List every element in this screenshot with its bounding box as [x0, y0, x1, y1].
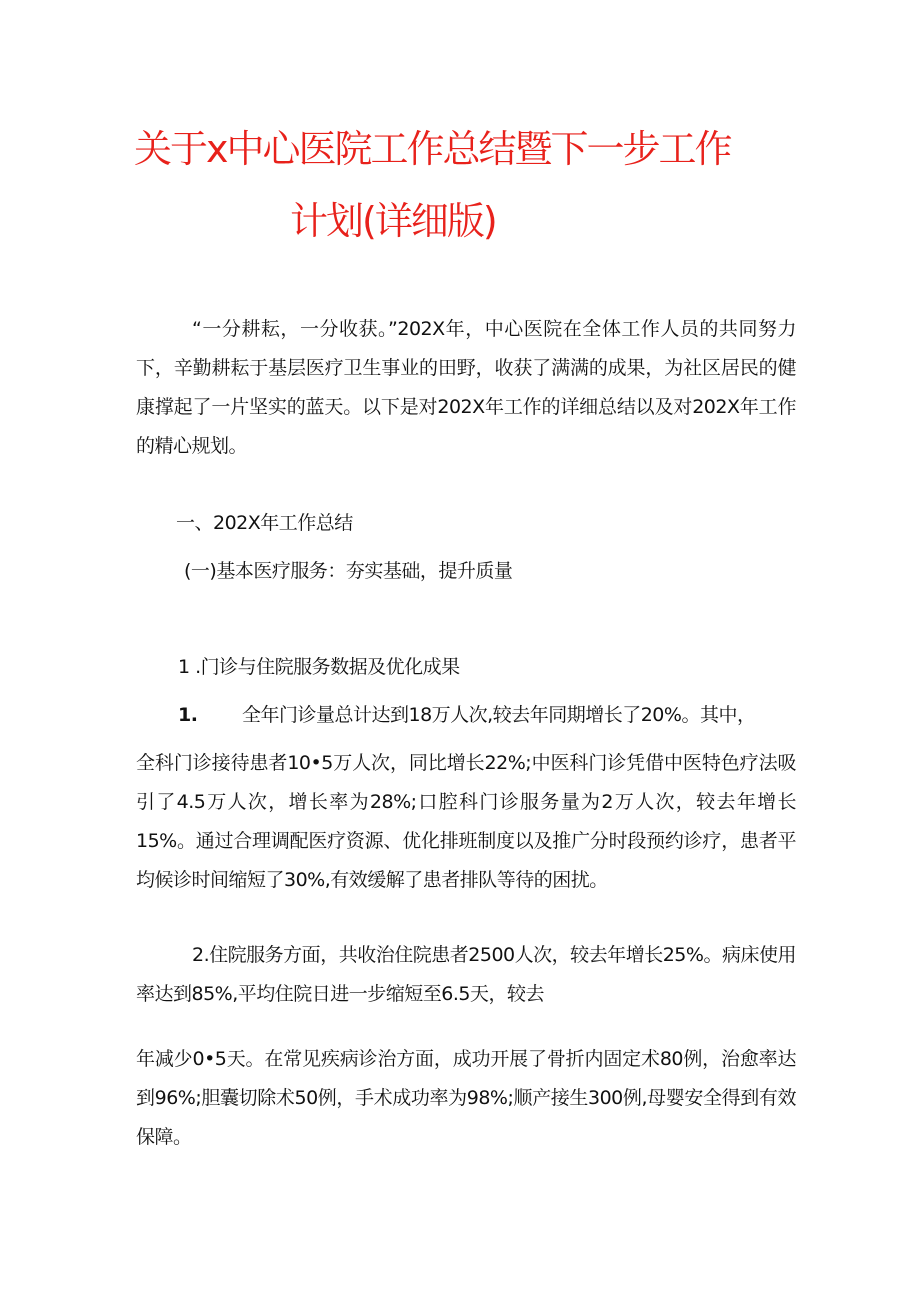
point-1-number: 1. — [178, 704, 198, 726]
point-1-continuation: 全科门诊接待患者10•5万人次，同比增长22%;中医科门诊凭借中医特色疗法吸引了4.5万人次，增长率为28%;口腔科门诊服务量为2万人次，较去年增长15%。通过合理调配医疗资源、优化排班制度以及推广分时段预约诊疗，患者平均候诊时间缩短了30%,有效缓解了患者排队等待的困扰。 — [136, 752, 796, 891]
point-2-part-2: 年减少0•5天。在常见疾病诊治方面，成功开展了骨折内固定术80例，治愈率达到96%;胆囊切除术50例，手术成功率为98%;顺产接生300例,母婴安全得到有效保障。 — [136, 1048, 796, 1148]
intro-paragraph: “一分耕耘，一分收获。”202X年，中心医院在全体工作人员的共同努力下，辛勤耕耘于基层医疗卫生事业的田野，收获了满满的成果，为社区居民的健康撑起了一片坚实的蓝天。以下是对202X年工作的详细总结以及对202X年工作的精心规划。 — [136, 318, 796, 457]
item-heading: 1 .门诊与住院服务数据及优化成果 — [178, 656, 460, 678]
document-title-line-2: 计划(详细版) — [290, 199, 496, 243]
subsection-heading: (一)基本医疗服务：夯实基础，提升质量 — [184, 560, 513, 582]
point-1-first-line: 全年门诊量总计达到18万人次,较去年同期增长了20%。其中， — [242, 704, 756, 726]
document-title-line-1: 关于x中心医院工作总结暨下一步工作 — [134, 127, 731, 171]
section-heading: 一、202X年工作总结 — [176, 512, 353, 534]
point-2-part-1: 2.住院服务方面，共收治住院患者2500人次，较去年增长25%。病床使用率达到85%,平均住院日进一步缩短至6.5天，较去 — [136, 944, 796, 1005]
